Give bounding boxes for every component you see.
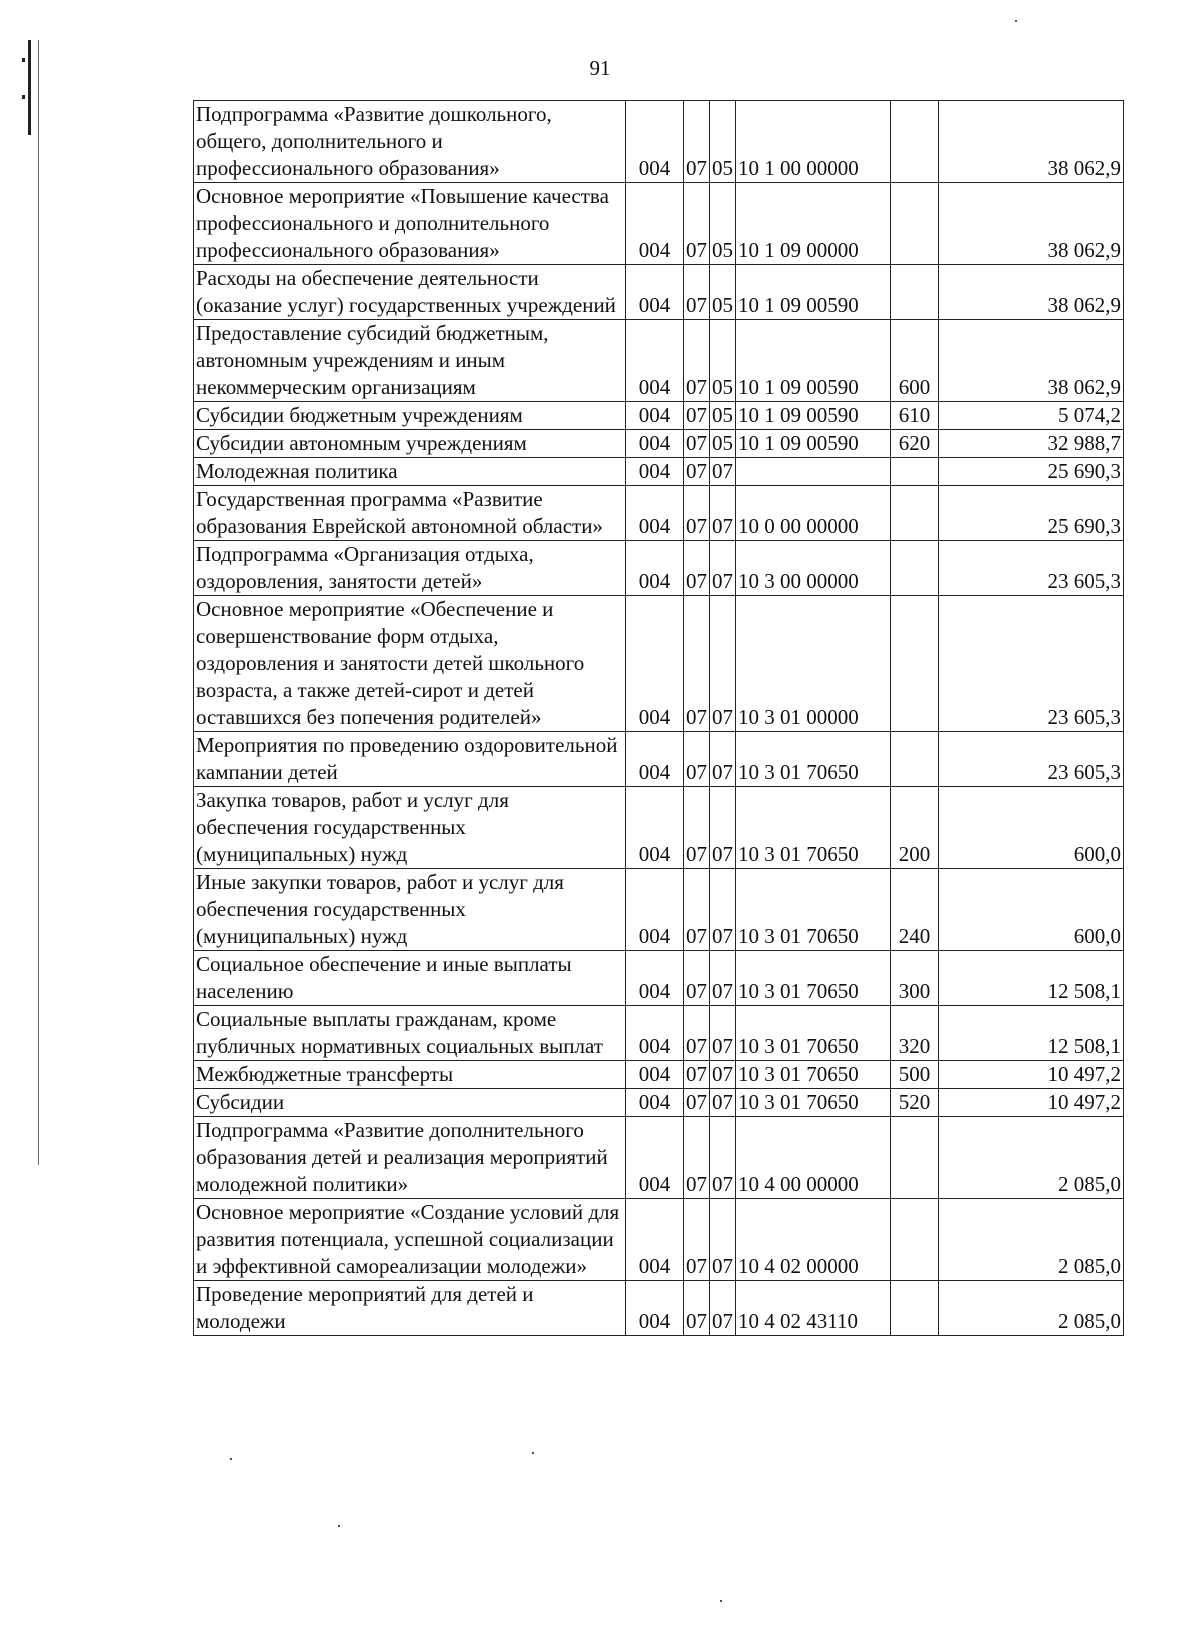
row-name: Социальные выплаты гражданам, кроме публичных нормативных социальных выплат	[194, 1006, 626, 1061]
row-subsection-code: 05	[710, 183, 736, 265]
table-row	[194, 265, 1124, 320]
row-expense-type	[891, 732, 939, 787]
page-number: 91	[589, 56, 611, 80]
row-expense-type	[891, 265, 939, 320]
row-target-article: 10 3 01 70650	[736, 732, 891, 787]
row-section-code: 07	[684, 183, 710, 265]
row-expense-type: 320	[891, 1006, 939, 1061]
row-subsection-code: 07	[710, 951, 736, 1006]
row-target-article: 10 1 00 00000	[736, 101, 891, 183]
table-row	[194, 787, 1124, 869]
table-row	[194, 596, 1124, 732]
row-ved-code: 004	[626, 596, 684, 732]
row-target-article: 10 1 09 00590	[736, 265, 891, 320]
row-target-article: 10 1 09 00590	[736, 320, 891, 402]
row-name: Проведение мероприятий для детей и молодежи	[194, 1281, 626, 1336]
row-target-article	[736, 458, 891, 486]
row-target-article: 10 3 01 70650	[736, 951, 891, 1006]
row-amount: 38 062,9	[939, 320, 1124, 402]
row-section-code: 07	[684, 1117, 710, 1199]
row-ved-code: 004	[626, 402, 684, 430]
row-expense-type	[891, 596, 939, 732]
row-target-article: 10 3 01 70650	[736, 1089, 891, 1117]
table-row	[194, 458, 1124, 486]
row-section-code: 07	[684, 1006, 710, 1061]
row-expense-type: 610	[891, 402, 939, 430]
row-subsection-code: 07	[710, 732, 736, 787]
budget-table	[193, 100, 1124, 1336]
row-name: Межбюджетные трансферты	[194, 1061, 626, 1089]
table-body	[194, 101, 1124, 1336]
row-expense-type	[891, 101, 939, 183]
row-subsection-code: 05	[710, 101, 736, 183]
row-amount: 12 508,1	[939, 951, 1124, 1006]
row-name: Субсидии автономным учреждениям	[194, 430, 626, 458]
table-row	[194, 486, 1124, 541]
row-ved-code: 004	[626, 869, 684, 951]
row-subsection-code: 07	[710, 869, 736, 951]
row-amount: 25 690,3	[939, 486, 1124, 541]
table-row	[194, 402, 1124, 430]
table-row	[194, 1117, 1124, 1199]
row-subsection-code: 07	[710, 1281, 736, 1336]
row-amount: 12 508,1	[939, 1006, 1124, 1061]
row-amount: 38 062,9	[939, 183, 1124, 265]
table-row	[194, 732, 1124, 787]
row-target-article: 10 4 00 00000	[736, 1117, 891, 1199]
row-amount: 23 605,3	[939, 596, 1124, 732]
row-name: Молодежная политика	[194, 458, 626, 486]
row-section-code: 07	[684, 869, 710, 951]
row-target-article: 10 3 01 70650	[736, 787, 891, 869]
row-name: Предоставление субсидий бюджетным, автономным учреждениям и иным некоммерческим организациям	[194, 320, 626, 402]
row-expense-type	[891, 1281, 939, 1336]
row-section-code: 07	[684, 486, 710, 541]
row-subsection-code: 07	[710, 787, 736, 869]
row-name: Расходы на обеспечение деятельности (оказание услуг) государственных учреждений	[194, 265, 626, 320]
row-name: Подпрограмма «Организация отдыха, оздоровления, занятости детей»	[194, 541, 626, 596]
row-ved-code: 004	[626, 1199, 684, 1281]
row-ved-code: 004	[626, 320, 684, 402]
row-subsection-code: 05	[710, 320, 736, 402]
row-target-article: 10 3 01 70650	[736, 869, 891, 951]
row-amount: 600,0	[939, 787, 1124, 869]
row-expense-type: 520	[891, 1089, 939, 1117]
row-subsection-code: 07	[710, 1006, 736, 1061]
row-expense-type: 200	[891, 787, 939, 869]
row-target-article: 10 4 02 43110	[736, 1281, 891, 1336]
scan-speck	[532, 1452, 534, 1454]
row-expense-type	[891, 486, 939, 541]
row-amount: 38 062,9	[939, 265, 1124, 320]
table-row	[194, 183, 1124, 265]
row-expense-type: 300	[891, 951, 939, 1006]
row-ved-code: 004	[626, 265, 684, 320]
scan-edge-mark	[28, 40, 31, 135]
row-section-code: 07	[684, 320, 710, 402]
row-target-article: 10 3 00 00000	[736, 541, 891, 596]
row-section-code: 07	[684, 265, 710, 320]
row-target-article: 10 4 02 00000	[736, 1199, 891, 1281]
scan-speck	[230, 1458, 232, 1460]
scan-edge-mark	[22, 95, 25, 99]
table-row	[194, 430, 1124, 458]
table-row	[194, 951, 1124, 1006]
row-section-code: 07	[684, 541, 710, 596]
row-section-code: 07	[684, 458, 710, 486]
row-ved-code: 004	[626, 787, 684, 869]
row-name: Подпрограмма «Развитие дополнительного образования детей и реализация мероприятий молодежной политики»	[194, 1117, 626, 1199]
row-section-code: 07	[684, 951, 710, 1006]
row-target-article: 10 3 01 70650	[736, 1006, 891, 1061]
table-row	[194, 101, 1124, 183]
row-ved-code: 004	[626, 1089, 684, 1117]
row-name: Закупка товаров, работ и услуг для обеспечения государственных (муниципальных) нужд	[194, 787, 626, 869]
row-expense-type	[891, 541, 939, 596]
row-ved-code: 004	[626, 951, 684, 1006]
table-row	[194, 1089, 1124, 1117]
row-target-article: 10 1 09 00590	[736, 430, 891, 458]
row-name: Подпрограмма «Развитие дошкольного, общего, дополнительного и профессионального образования»	[194, 101, 626, 183]
row-ved-code: 004	[626, 486, 684, 541]
row-section-code: 07	[684, 430, 710, 458]
row-target-article: 10 3 01 70650	[736, 1061, 891, 1089]
row-ved-code: 004	[626, 101, 684, 183]
row-amount: 38 062,9	[939, 101, 1124, 183]
row-ved-code: 004	[626, 430, 684, 458]
row-subsection-code: 07	[710, 596, 736, 732]
row-subsection-code: 07	[710, 1199, 736, 1281]
row-section-code: 07	[684, 1281, 710, 1336]
row-subsection-code: 07	[710, 1061, 736, 1089]
row-subsection-code: 07	[710, 1089, 736, 1117]
row-amount: 25 690,3	[939, 458, 1124, 486]
row-expense-type: 600	[891, 320, 939, 402]
row-subsection-code: 05	[710, 265, 736, 320]
row-name: Субсидии бюджетным учреждениям	[194, 402, 626, 430]
table-row	[194, 869, 1124, 951]
row-expense-type	[891, 458, 939, 486]
scan-speck	[338, 1525, 340, 1527]
row-ved-code: 004	[626, 1006, 684, 1061]
row-ved-code: 004	[626, 1061, 684, 1089]
row-name: Мероприятия по проведению оздоровительной кампании детей	[194, 732, 626, 787]
row-name: Иные закупки товаров, работ и услуг для обеспечения государственных (муниципальных) нужд	[194, 869, 626, 951]
row-name: Социальное обеспечение и иные выплаты населению	[194, 951, 626, 1006]
row-target-article: 10 3 01 00000	[736, 596, 891, 732]
row-target-article: 10 1 09 00000	[736, 183, 891, 265]
row-amount: 23 605,3	[939, 732, 1124, 787]
row-subsection-code: 07	[710, 458, 736, 486]
row-subsection-code: 07	[710, 541, 736, 596]
row-expense-type: 620	[891, 430, 939, 458]
scan-speck	[1015, 20, 1017, 22]
row-amount: 23 605,3	[939, 541, 1124, 596]
row-expense-type: 500	[891, 1061, 939, 1089]
row-name: Основное мероприятие «Обеспечение и совершенствование форм отдыха, оздоровления и занятости детей школьного возраста, а также детей-сирот и детей оставшихся без попечения родителей»	[194, 596, 626, 732]
scan-edge-line	[38, 40, 39, 1165]
row-section-code: 07	[684, 596, 710, 732]
row-amount: 2 085,0	[939, 1117, 1124, 1199]
table-row	[194, 1061, 1124, 1089]
table-row	[194, 320, 1124, 402]
row-name: Основное мероприятие «Создание условий для развития потенциала, успешной социализации и эффективной самореализации молодежи»	[194, 1199, 626, 1281]
row-ved-code: 004	[626, 732, 684, 787]
row-amount: 10 497,2	[939, 1061, 1124, 1089]
row-subsection-code: 05	[710, 402, 736, 430]
row-target-article: 10 1 09 00590	[736, 402, 891, 430]
row-ved-code: 004	[626, 458, 684, 486]
row-expense-type: 240	[891, 869, 939, 951]
row-section-code: 07	[684, 402, 710, 430]
row-ved-code: 004	[626, 1117, 684, 1199]
row-section-code: 07	[684, 101, 710, 183]
row-ved-code: 004	[626, 183, 684, 265]
row-amount: 5 074,2	[939, 402, 1124, 430]
row-section-code: 07	[684, 1199, 710, 1281]
table-row	[194, 1281, 1124, 1336]
row-section-code: 07	[684, 1089, 710, 1117]
row-section-code: 07	[684, 1061, 710, 1089]
row-subsection-code: 07	[710, 1117, 736, 1199]
row-expense-type	[891, 1199, 939, 1281]
row-name: Субсидии	[194, 1089, 626, 1117]
row-amount: 600,0	[939, 869, 1124, 951]
row-ved-code: 004	[626, 541, 684, 596]
row-expense-type	[891, 183, 939, 265]
table-row	[194, 541, 1124, 596]
row-subsection-code: 07	[710, 486, 736, 541]
row-subsection-code: 05	[710, 430, 736, 458]
row-section-code: 07	[684, 787, 710, 869]
row-amount: 32 988,7	[939, 430, 1124, 458]
row-amount: 2 085,0	[939, 1199, 1124, 1281]
table-row	[194, 1199, 1124, 1281]
scan-speck	[720, 1600, 722, 1602]
row-ved-code: 004	[626, 1281, 684, 1336]
row-name: Основное мероприятие «Повышение качества профессионального и дополнительного профессионального образования»	[194, 183, 626, 265]
row-expense-type	[891, 1117, 939, 1199]
row-target-article: 10 0 00 00000	[736, 486, 891, 541]
row-section-code: 07	[684, 732, 710, 787]
table-row	[194, 1006, 1124, 1061]
row-amount: 10 497,2	[939, 1089, 1124, 1117]
row-amount: 2 085,0	[939, 1281, 1124, 1336]
row-name: Государственная программа «Развитие образования Еврейской автономной области»	[194, 486, 626, 541]
